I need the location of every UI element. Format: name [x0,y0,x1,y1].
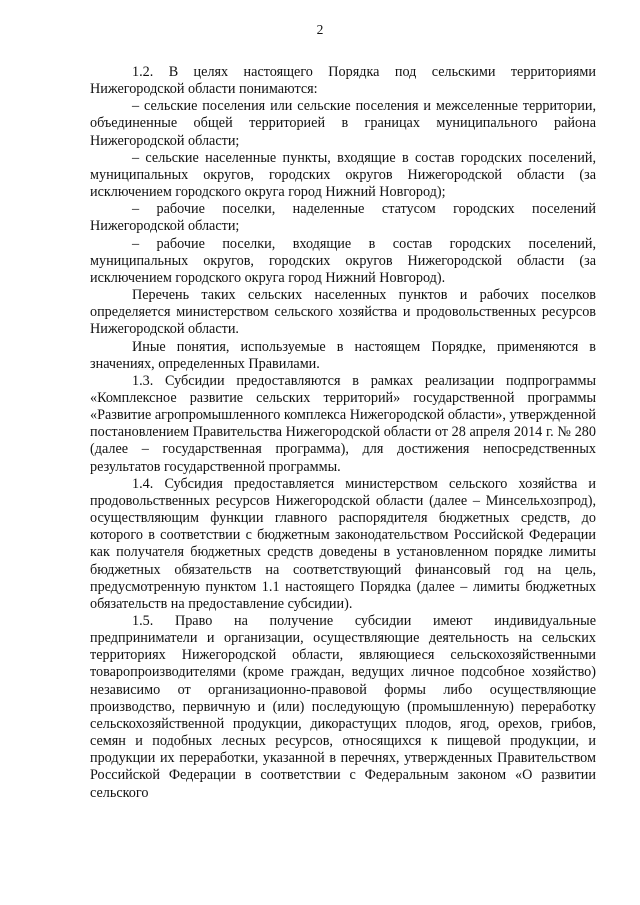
paragraph-1-4: 1.4. Субсидия предоставляется министерством сельского хозяйства и продовольственных ресурсов Нижегородской области (далее – Минсельхозпрод), осуществляющим функции главного распорядителя бюджетных средств, до которого в соответствии с бюджетным законодательством Российской Федерации как получателя бюджетных средств доведены в установленном порядке лимиты бюджетных обязательств на соответствующий финансовый год на цель, предусмотренную пунктом 1.1 настоящего Порядка (далее – лимиты бюджетных обязательств на предоставление субсидии). [90,475,596,612]
paragraph-list-definition: Перечень таких сельских населенных пунктов и рабочих поселков определяется министерством сельского хозяйства и продовольственных ресурсов Нижегородской области. [90,287,596,338]
list-item-workers-settlements-included: – рабочие поселки, входящие в состав городских поселений, муниципальных округов, городских округов Нижегородской области (за исключением городского округа город Нижний Новгород). [90,235,596,286]
page-number: 2 [316,22,324,37]
paragraph-other-terms: Иные понятия, используемые в настоящем Порядке, применяются в значениях, определенных Правилами. [90,338,596,372]
paragraph-1-3: 1.3. Субсидии предоставляются в рамках реализации подпрограммы «Комплексное развитие сельских территорий» государственной программы «Развитие агропромышленного комплекса Нижегородской области», утвержденной постановлением Правительства Нижегородской области от 28 апреля 2014 г. № 280 (далее – государственная программа), для достижения непосредственных результатов государственной программы. [90,372,596,475]
list-item-workers-settlements-status: – рабочие поселки, наделенные статусом городских поселений Нижегородской области; [90,201,596,235]
paragraph-1-2: 1.2. В целях настоящего Порядка под сельскими территориями Нижегородской области понимаются: [90,64,596,98]
list-item-rural-settlements: – сельские поселения или сельские поселения и межселенные территории, объединенные общей территорией в границах муниципального района Нижегородской области; [90,98,596,149]
list-item-rural-localities: – сельские населенные пункты, входящие в состав городских поселений, муниципальных округов, городских округов Нижегородской области (за исключением городского округа город Нижний Новгород); [90,149,596,201]
paragraph-1-5: 1.5. Право на получение субсидии имеют индивидуальные предприниматели и организации, осуществляющие деятельность на сельских территориях Нижегородской области, являющиеся сельскохозяйственными товаропроизводителями (кроме граждан, ведущих личное подсобное хозяйство) независимо от организационно-правовой формы либо осуществляющие производство, первичную и (или) последующую (промышленную) переработку сельскохозяйственной продукции, дикорастущих плодов, ягод, орехов, грибов, семян и подобных лесных ресурсов, относящихся к пищевой продукции, и продукции их переработки, указанной в перечнях, утвержденных Правительством Российской Федерации в соответствии с Федеральным законом «О развитии сельского [90,613,596,801]
document-body [90,64,596,802]
